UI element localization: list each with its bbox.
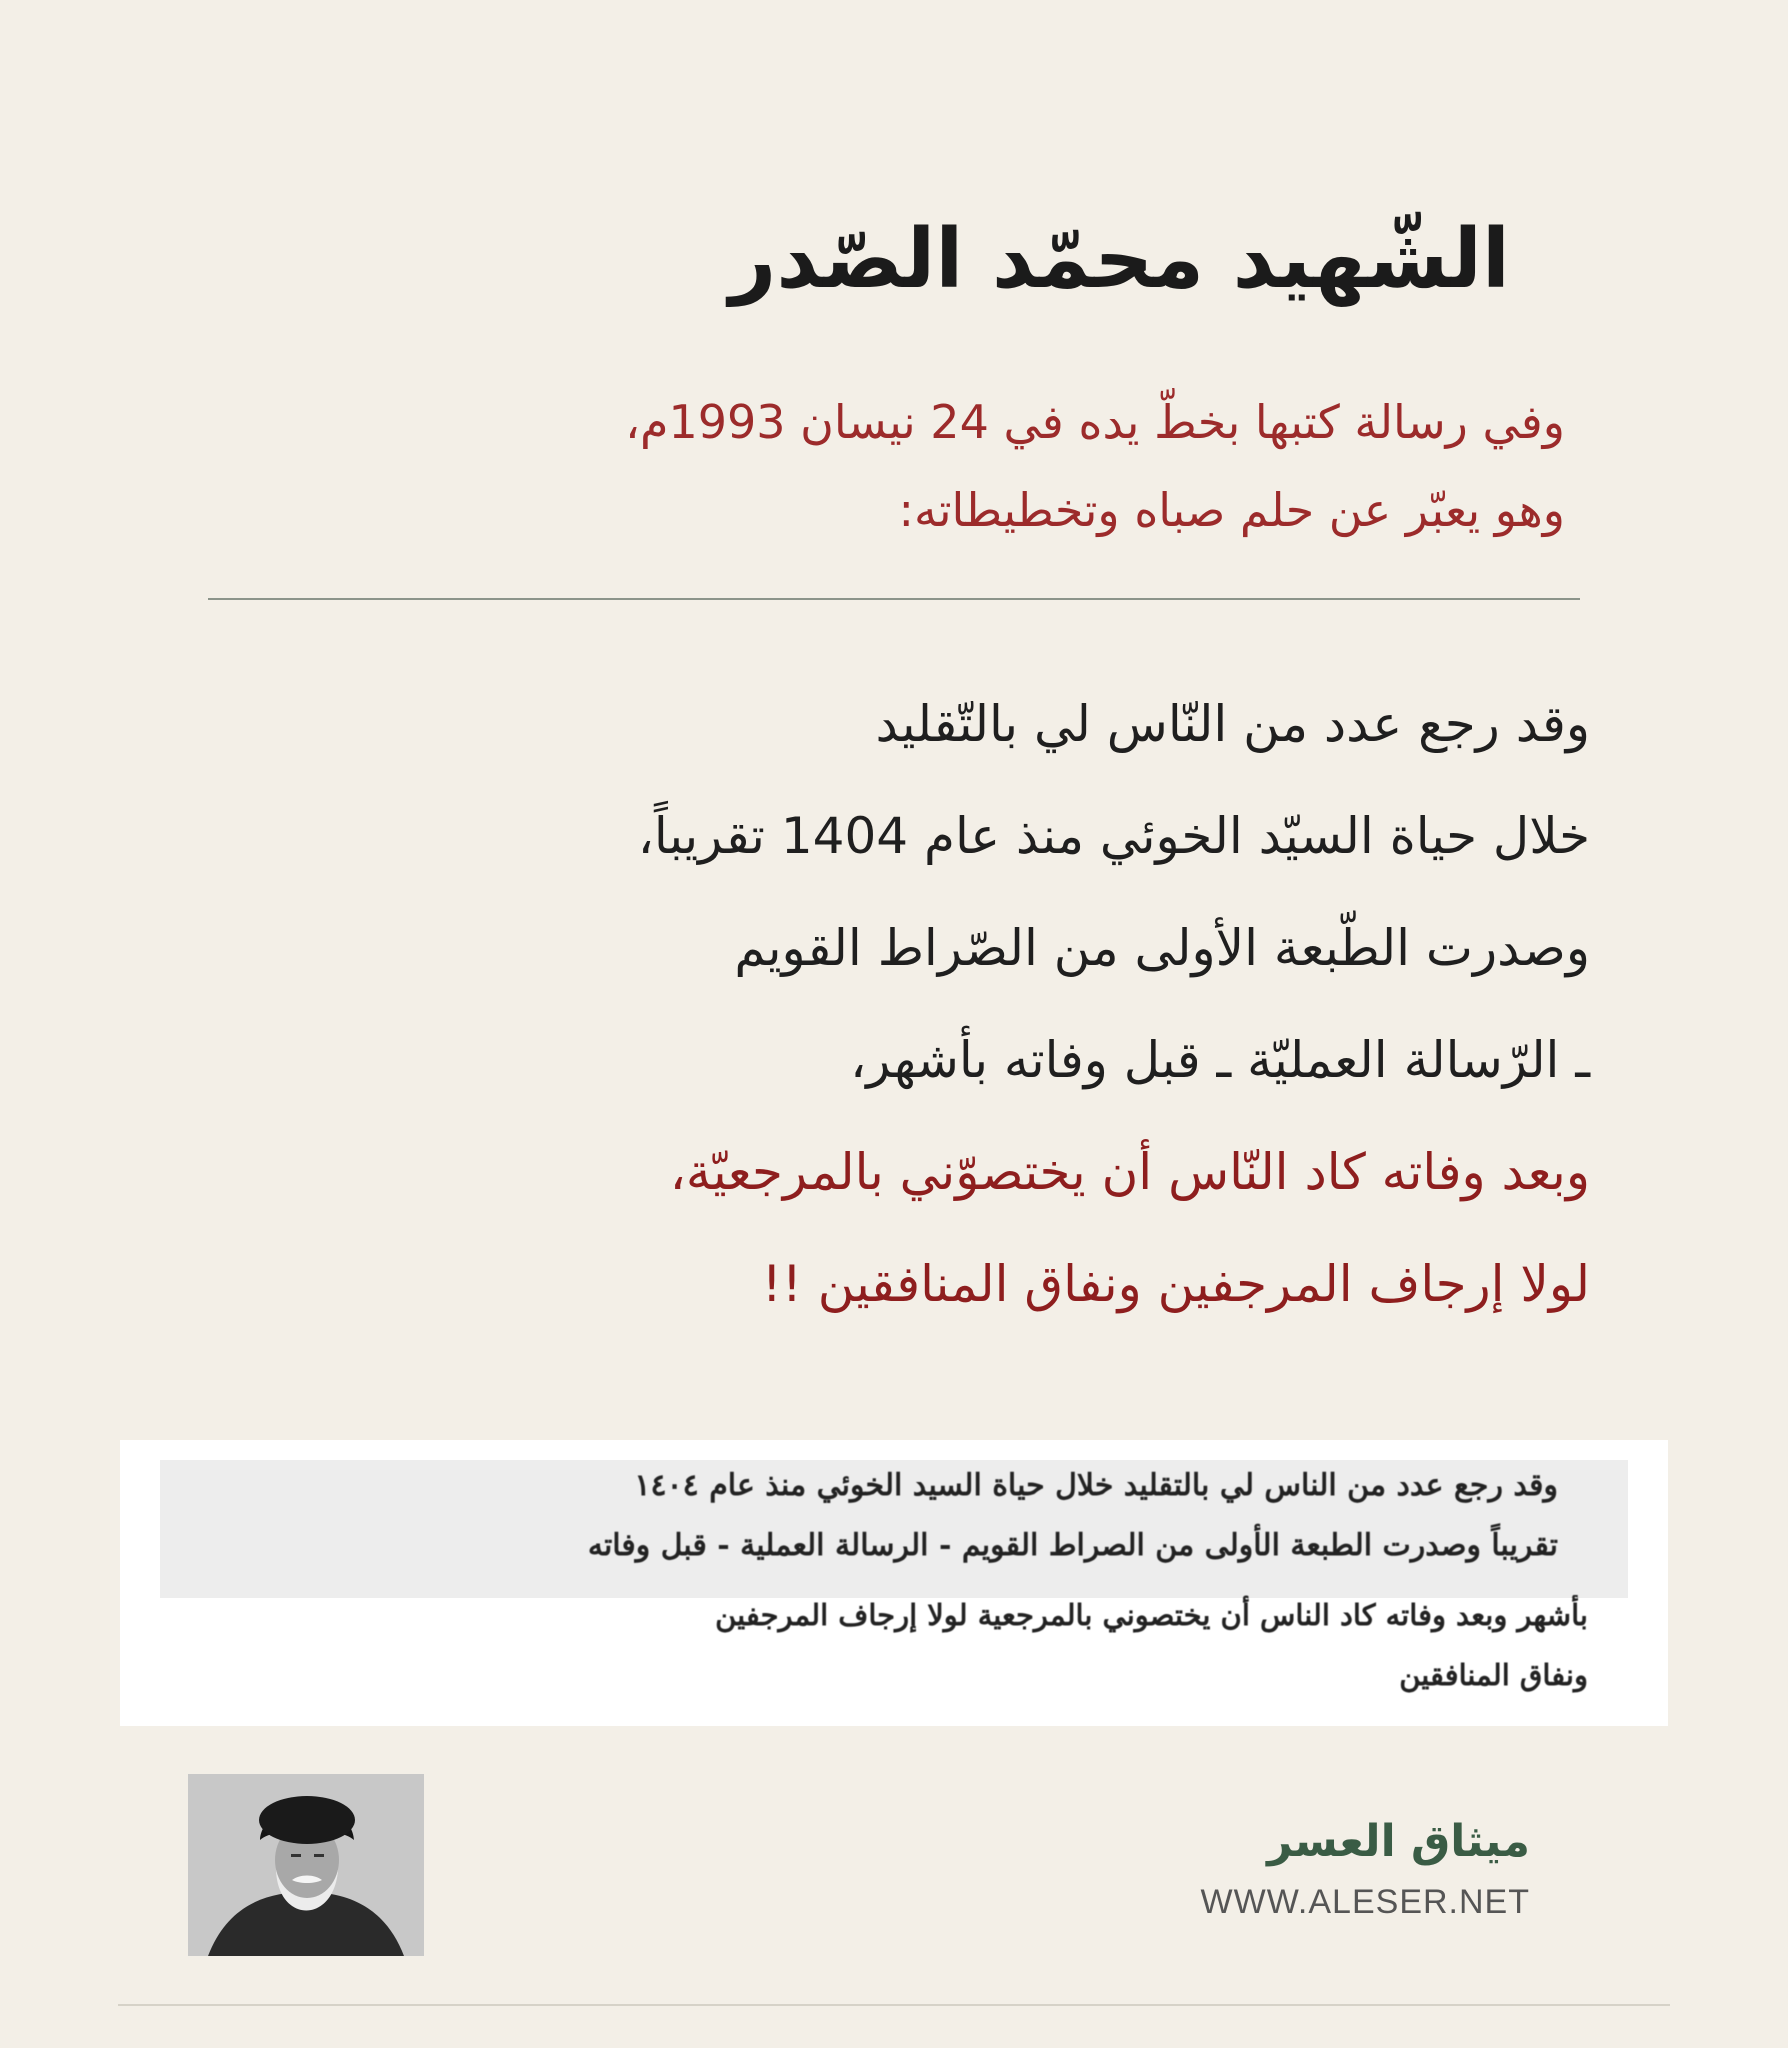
intro-line-1: وفي رسالة كتبها بخطّ يده في 24 نيسان 1993م،	[625, 395, 1565, 449]
scan-line-2: تقريباً وصدرت الطبعة الأولى من الصراط القويم - الرسالة العملية - قبل وفاته	[587, 1528, 1558, 1563]
quote-line-5: وبعد وفاته كاد النّاس أن يختصوّني بالمرجعيّة،	[669, 1143, 1590, 1201]
quote-line-6: لولا إرجاف المرجفين ونفاق المنافقين !!	[761, 1255, 1590, 1313]
brand-url-link[interactable]: WWW.ALESER.NET	[1200, 1883, 1530, 1921]
footer-divider	[118, 2004, 1670, 2006]
quote-line-1: وقد رجع عدد من النّاس لي بالتّقليد	[875, 695, 1590, 753]
quote-line-3: وصدرت الطّبعة الأولى من الصّراط القويم	[734, 919, 1590, 977]
scan-line-4: ونفاق المنافقين	[1399, 1658, 1588, 1692]
quote-line-2: خلال حياة السيّد الخوئي منذ عام 1404 تقريباً،	[637, 807, 1590, 865]
page-title: الشّهيد محمّد الصّدر	[729, 212, 1510, 307]
scan-line-1: وقد رجع عدد من الناس لي بالتقليد خلال حياة السيد الخوئي منذ عام ١٤٠٤	[634, 1468, 1558, 1503]
brand-name: ميثاق العسر	[1267, 1816, 1530, 1867]
quote-body	[160, 668, 1590, 1340]
scan-line-3: بأشهر وبعد وفاته كاد الناس أن يختصوني بالمرجعية لولا إرجاف المرجفين	[715, 1598, 1588, 1632]
quote-line-4: ـ الرّسالة العمليّة ـ قبل وفاته بأشهر،	[850, 1031, 1590, 1089]
handwritten-letter-scan	[120, 1440, 1668, 1726]
portrait-photo	[188, 1774, 424, 1956]
intro-line-2: وهو يعبّر عن حلم صباه وتخطيطاته:	[898, 483, 1565, 537]
section-divider	[208, 598, 1580, 600]
intro-text	[180, 378, 1565, 554]
portrait-icon	[188, 1774, 424, 1956]
